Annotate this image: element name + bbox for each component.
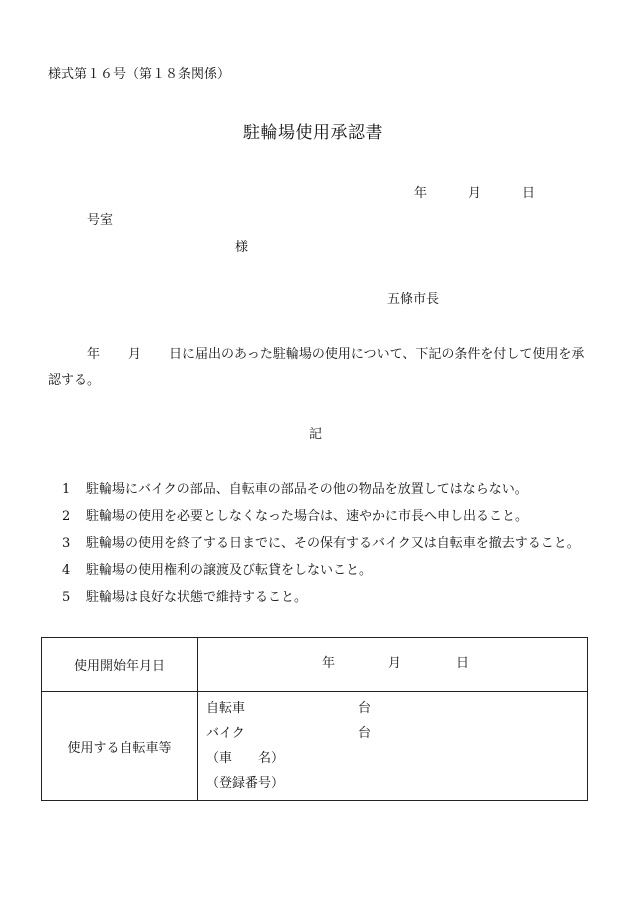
condition-number: 3	[62, 536, 71, 551]
ki-heading: 記	[309, 427, 323, 442]
condition-text: 駐輪場の使用を終了する日までに、その保有するバイク又は自転車を撤去すること。	[86, 536, 580, 551]
condition-number: 2	[62, 509, 71, 524]
registration-line	[206, 771, 587, 796]
condition-text: 駐輪場の使用権利の譲渡及び転貸をしないこと。	[86, 563, 373, 578]
issuer: 五條市長	[387, 292, 440, 307]
vehicles-cell[interactable]	[198, 692, 588, 801]
body-text: 日に届出のあった駐輪場の使用について、下記の条件を付して使用を承認する。	[48, 347, 585, 388]
condition-item	[62, 561, 580, 588]
conditions-list	[62, 480, 580, 615]
room-label: 号室	[87, 213, 114, 228]
body-paragraph	[48, 342, 588, 394]
car-name-line	[206, 746, 587, 771]
start-date-year: 年	[322, 656, 336, 671]
vehicle-line-motorbike	[206, 721, 587, 746]
condition-text: 駐輪場の使用を必要としなくなった場合は、速やかに市長へ申し出ること。	[86, 509, 529, 524]
body-year: 年	[87, 347, 101, 362]
condition-item	[62, 507, 580, 534]
table-row	[42, 692, 588, 801]
vehicle-label: バイク	[206, 726, 245, 741]
condition-item	[62, 534, 580, 561]
addressee-suffix: 様	[235, 240, 249, 255]
start-date-day: 日	[456, 656, 470, 671]
vehicles-label: 使用する自転車等	[42, 692, 198, 801]
condition-text: 駐輪場は良好な状態で維持すること。	[86, 590, 308, 605]
car-name-label: （車 名）	[206, 751, 285, 766]
form-number: 様式第１６号（第１８条関係）	[48, 67, 231, 82]
body-month: 月	[128, 347, 142, 362]
condition-text: 駐輪場にバイクの部品、自転車の部品その他の物品を放置してはならない。	[86, 482, 528, 497]
registration-number-label: （登録番号）	[206, 776, 285, 791]
header-date-day: 日	[522, 186, 536, 201]
vehicle-unit: 台	[358, 726, 372, 741]
usage-table	[41, 637, 588, 801]
start-date-cell[interactable]	[198, 638, 588, 692]
condition-item	[62, 588, 580, 615]
condition-number: 1	[62, 482, 71, 497]
start-date-label: 使用開始年月日	[42, 638, 198, 692]
document-title: 駐輪場使用承認書	[243, 123, 383, 143]
vehicle-label: 自転車	[206, 701, 246, 716]
vehicle-line-bicycle	[206, 696, 587, 721]
condition-number: 4	[62, 563, 71, 578]
condition-number: 5	[62, 590, 71, 605]
header-date-month: 月	[468, 186, 482, 201]
vehicle-unit: 台	[358, 701, 372, 716]
start-date-month: 月	[388, 656, 402, 671]
header-date-year: 年	[414, 186, 428, 201]
condition-item	[62, 480, 580, 507]
table-row	[42, 638, 588, 692]
